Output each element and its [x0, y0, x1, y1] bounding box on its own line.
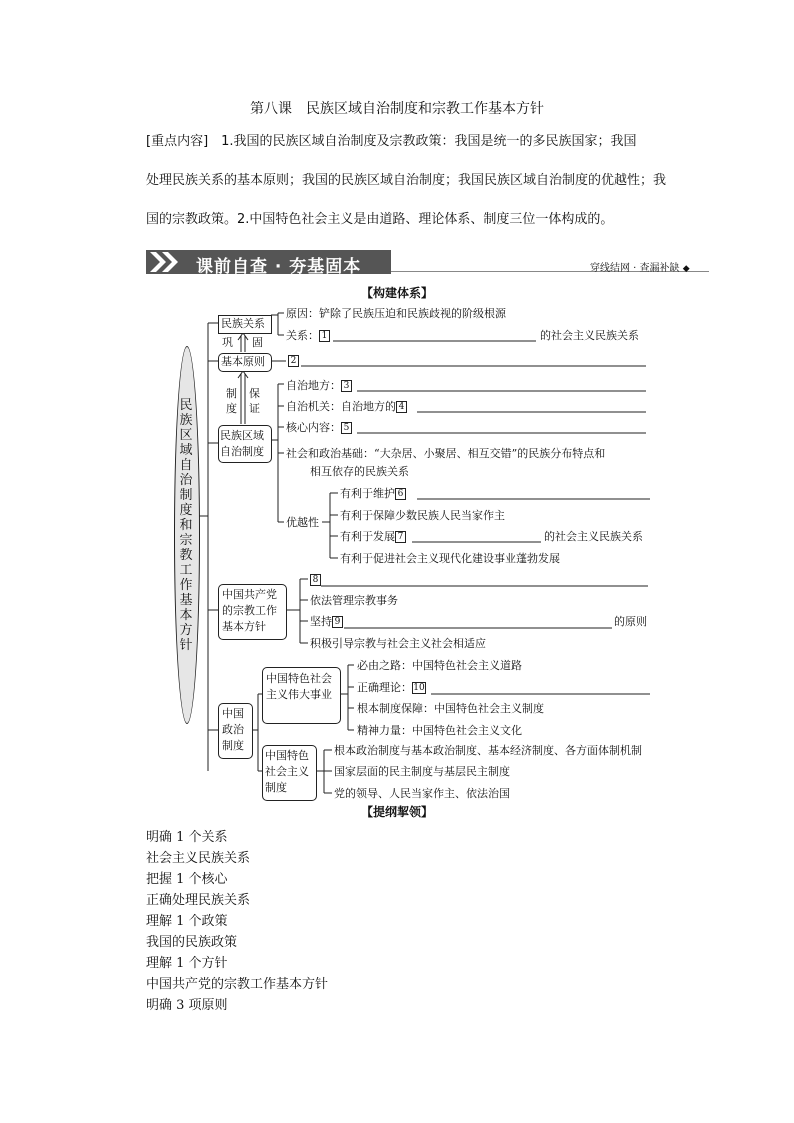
cause-spirit: 精神力量：中国特色社会主义文化 — [357, 724, 522, 737]
religion-blank — [310, 573, 321, 586]
blank-8: 8 — [310, 574, 321, 586]
outline-line: 我国的民族政策 — [146, 935, 238, 950]
intro-line-2: 处理民族关系的基本原则；我国的民族区域自治制度；我国民族区域自治制度的优越性；我 — [146, 173, 667, 188]
ethnic-reason: 原因：铲除了民族压迫和民族歧视的阶级根源 — [286, 307, 506, 320]
node-socialist-system-label: 中国特色社会主义制度 — [265, 749, 309, 794]
page-title: 第八课 民族区域自治制度和宗教工作基本方针 — [250, 101, 544, 117]
arrow-label-consolidate-a: 巩 — [222, 336, 233, 349]
blank-2: 2 — [288, 355, 299, 367]
cause-theory: 正确理论：10 — [357, 681, 425, 694]
blank-6: 6 — [395, 488, 406, 500]
node-ethnic-relations-label: 民族关系 — [221, 317, 265, 330]
outline-line: 明确 1 个关系 — [146, 830, 228, 845]
intro-line-3: 国的宗教政策。2.中国特色社会主义是由道路、理论体系、制度三位一体构成的。 — [146, 212, 614, 227]
religion-adhere: 坚持 9 — [310, 615, 343, 628]
blank-9: 9 — [332, 616, 343, 628]
ethnic-relation: 关系： 1 — [286, 329, 330, 342]
outline-line: 正确处理民族关系 — [146, 893, 251, 908]
advantage-3-suffix: 的社会主义民族关系 — [544, 530, 643, 543]
arrow-label-guarantee-a: 保 — [249, 387, 260, 400]
blank-10: 10 — [413, 683, 425, 693]
autonomy-core: 核心内容： 5 — [286, 421, 352, 434]
advantage-1: 有利于维护 6 — [340, 487, 406, 500]
intro-line-1: [重点内容] 1.我国的民族区域自治制度及宗教政策：我国是统一的多民族国家；我国 — [146, 134, 637, 149]
outline-line: 中国共产党的宗教工作基本方针 — [146, 977, 329, 992]
diagram-root-label: 民族区域自治制度和宗教工作基本方针 — [179, 398, 193, 653]
autonomy-organ: 自治机关：自治地方的 4 — [286, 400, 407, 413]
outline-line: 把握 1 个核心 — [146, 872, 228, 887]
arrow-label-guarantee-b: 证 — [249, 402, 260, 415]
advantage-4: 有利于促进社会主义现代化建设事业蓬勃发展 — [340, 552, 560, 565]
blank-1: 1 — [319, 330, 330, 342]
autonomy-basis-line1: 社会和政治基础：“大杂居、小聚居、相互交错”的民族分布特点和 — [286, 447, 606, 460]
arrow-label-consolidate-b: 固 — [252, 336, 263, 349]
outline-line: 社会主义民族关系 — [146, 851, 251, 866]
outline-line: 明确 3 项原则 — [146, 998, 228, 1013]
blank-4: 4 — [396, 401, 407, 413]
religion-law: 依法管理宗教事务 — [310, 594, 398, 607]
advantage-3: 有利于发展 7 — [340, 530, 406, 543]
node-politics-label: 中国政治制度 — [222, 707, 244, 752]
banner-title: 课前自查 · 夯基固本 — [196, 257, 362, 277]
banner-subtitle: 穿线结网 · 查漏补缺 ◆ — [590, 263, 690, 274]
arrow-label-system-b: 度 — [226, 402, 237, 415]
cause-road: 必由之路：中国特色社会主义道路 — [357, 659, 522, 672]
diamond-icon: ◆ — [682, 264, 690, 274]
religion-guide: 积极引导宗教与社会主义社会相适应 — [310, 637, 486, 650]
cause-system: 根本制度保障：中国特色社会主义制度 — [357, 702, 544, 715]
ethnic-relation-suffix: 的社会主义民族关系 — [540, 329, 639, 342]
advantage-2: 有利于保障少数民族人民当家作主 — [340, 509, 505, 522]
node-autonomy-label: 民族区域自治制度 — [220, 429, 264, 458]
system-item-1: 根本政治制度与基本政治制度、基本经济制度、各方面体制机制 — [334, 744, 642, 757]
religion-adhere-suffix: 的原则 — [614, 615, 647, 628]
outline-line: 理解 1 个方针 — [146, 956, 228, 971]
autonomy-basis-line2: 相互依存的民族关系 — [310, 465, 409, 478]
outline-heading: 【提纲挈领】 — [360, 805, 433, 819]
system-item-2: 国家层面的民主制度与基层民主制度 — [334, 765, 510, 778]
principle-blank — [288, 354, 299, 367]
node-great-cause-label: 中国特色社会主义伟大事业 — [266, 672, 332, 701]
autonomy-place: 自治地方： 3 — [286, 379, 352, 392]
node-basic-principle-label: 基本原则 — [221, 355, 265, 368]
blank-5: 5 — [341, 422, 352, 434]
system-item-3: 党的领导、人民当家作主、依法治国 — [334, 787, 510, 800]
blank-3: 3 — [341, 380, 352, 392]
arrow-label-system-a: 制 — [226, 387, 237, 400]
outline-line: 理解 1 个政策 — [146, 914, 228, 929]
node-religion-label: 中国共产党的宗教工作基本方针 — [222, 588, 277, 633]
diagram-heading: 【构建体系】 — [360, 286, 433, 300]
autonomy-advantage: 优越性 — [286, 516, 319, 529]
blank-7: 7 — [395, 531, 406, 543]
